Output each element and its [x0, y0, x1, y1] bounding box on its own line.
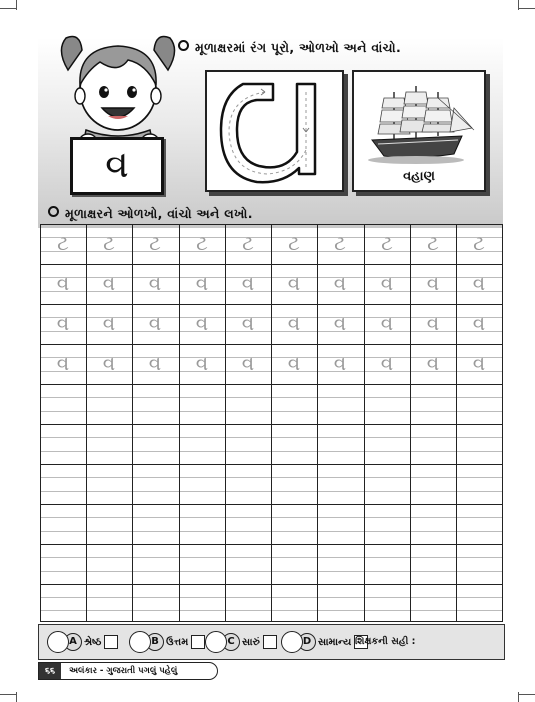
trace-letter[interactable]: વ [102, 311, 116, 335]
board-letter: વ [105, 142, 129, 186]
crop-mark [16, 0, 17, 10]
crop-mark [0, 8, 16, 9]
grading-footer [38, 624, 505, 660]
trace-letter[interactable]: વ [56, 351, 70, 375]
grid-column-line [502, 224, 503, 622]
grade-letter: A [64, 633, 82, 651]
instruction-middle-text: મૂળાક્ષરને ઓળખો, વાંચો અને લખો. [65, 206, 253, 221]
grade-a [47, 631, 118, 653]
trace-letter[interactable]: વ [380, 351, 394, 375]
crop-mark [0, 694, 16, 695]
smiley-face-icon [205, 631, 227, 653]
grade-checkbox[interactable] [191, 635, 205, 649]
grade-label: ઉત્તમ [166, 636, 189, 648]
grade-checkbox[interactable] [104, 635, 118, 649]
trace-letter[interactable]: વ [195, 311, 209, 335]
trace-letter[interactable]: વ [195, 271, 209, 295]
teacher-signature-label: શિક્ષકની સહી : [355, 636, 416, 647]
outline-letter-va [207, 72, 342, 190]
trace-letter[interactable]: વ [333, 311, 347, 335]
crop-mark [518, 0, 519, 10]
crop-mark [519, 694, 535, 695]
grade-label: સામાન્ય [318, 636, 352, 648]
trace-letter[interactable]: વ [287, 311, 301, 335]
trace-letter[interactable]: ટ [334, 231, 346, 255]
trace-letter[interactable]: વ [148, 351, 162, 375]
trace-letter[interactable]: વ [333, 271, 347, 295]
book-title: અલંકાર - ગુજરાતી પગલું પહેલું [69, 666, 178, 676]
trace-letter[interactable]: વ [241, 351, 255, 375]
smiley-face-icon [281, 631, 303, 653]
picture-card [352, 70, 486, 192]
trace-letter[interactable]: વ [472, 271, 486, 295]
grade-c [205, 631, 277, 653]
trace-letter[interactable]: વ [56, 311, 70, 335]
trace-letter[interactable]: વ [426, 351, 440, 375]
crop-mark [519, 8, 535, 9]
trace-letter[interactable]: ટ [196, 231, 208, 255]
instruction-middle [48, 206, 253, 222]
trace-letter[interactable]: વ [426, 311, 440, 335]
trace-letter[interactable]: વ [333, 351, 347, 375]
instruction-top-text: મૂળાક્ષરમાં રંગ પૂરો, ઓળખો અને વાંચો. [195, 40, 402, 55]
page-number-bar [38, 662, 218, 680]
trace-letter[interactable]: વ [148, 311, 162, 335]
trace-letter[interactable]: ટ [149, 231, 161, 255]
grade-letter: B [146, 633, 164, 651]
letter-board [70, 137, 164, 195]
writing-grid [40, 224, 503, 622]
trace-letter[interactable]: વ [380, 311, 394, 335]
ship-icon [354, 78, 484, 173]
trace-letter[interactable]: વ [426, 271, 440, 295]
trace-letter[interactable]: ટ [242, 231, 254, 255]
grade-letter: D [298, 633, 316, 651]
page-number: ૬૬ [39, 663, 61, 679]
trace-letter[interactable]: વ [380, 271, 394, 295]
trace-letter[interactable]: વ [472, 311, 486, 335]
grade-label: શ્રેષ્ઠ [84, 636, 102, 648]
crop-mark [518, 692, 519, 702]
grade-b [129, 631, 205, 653]
trace-letter[interactable]: વ [287, 271, 301, 295]
grade-label: સારું [242, 636, 260, 648]
trace-letter[interactable]: વ [241, 311, 255, 335]
bullet-icon [178, 40, 189, 51]
trace-letter[interactable]: ટ [103, 231, 115, 255]
grade-letter: C [222, 633, 240, 651]
trace-letter[interactable]: વ [102, 271, 116, 295]
trace-letter[interactable]: ટ [288, 231, 300, 255]
trace-letter[interactable]: ટ [473, 231, 485, 255]
trace-letter[interactable]: વ [102, 351, 116, 375]
smiley-face-icon [129, 631, 151, 653]
bullet-icon [48, 206, 59, 217]
trace-letter[interactable]: વ [241, 271, 255, 295]
trace-letter[interactable]: વ [287, 351, 301, 375]
picture-label: વહાણ [403, 169, 435, 184]
smiley-face-icon [47, 631, 69, 653]
trace-letter[interactable]: વ [148, 271, 162, 295]
instruction-top [178, 40, 401, 56]
trace-letter[interactable]: ટ [57, 231, 69, 255]
crop-mark [16, 692, 17, 702]
trace-letter[interactable]: ટ [427, 231, 439, 255]
trace-letter[interactable]: ટ [381, 231, 393, 255]
trace-letter[interactable]: વ [472, 351, 486, 375]
trace-letter[interactable]: વ [56, 271, 70, 295]
grade-checkbox[interactable] [263, 635, 277, 649]
letter-card [205, 70, 344, 192]
trace-letter[interactable]: વ [195, 351, 209, 375]
